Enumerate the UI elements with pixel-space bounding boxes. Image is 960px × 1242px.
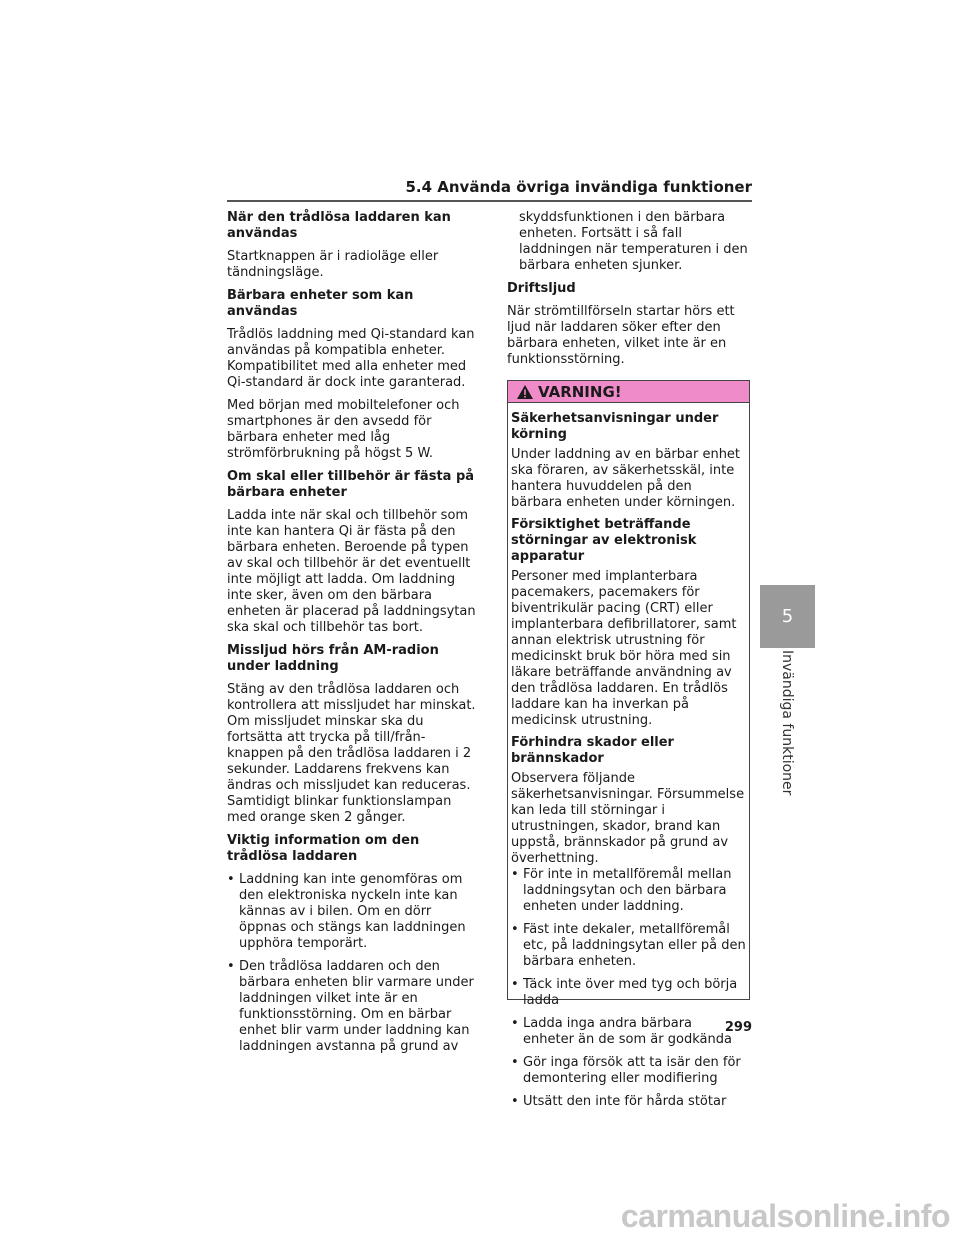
page-number: 299 xyxy=(724,1020,752,1035)
bullet: • xyxy=(511,1055,519,1070)
bullet: • xyxy=(511,1094,519,1109)
heading-prevent-damage: Förhindra skador eller brännskador xyxy=(511,735,674,766)
heading-interference: Försiktighet beträffande störningar av elektronisk apparatur xyxy=(511,517,697,564)
heading-when-usable: När den trådlösa laddaren kan användas xyxy=(227,210,451,241)
chapter-tab: 5 xyxy=(760,585,815,648)
warning-triangle-icon xyxy=(516,384,534,400)
section-header: 5.4 Använda övriga invändiga funktioner xyxy=(405,178,752,196)
warning-title: VARNING! xyxy=(538,382,622,401)
heading-important-info: Viktig information om den trådlösa laddaren xyxy=(227,833,420,864)
bullet: • xyxy=(511,922,519,937)
heading-am-noise: Missljud hörs från AM-radion under laddning xyxy=(227,643,439,674)
paragraph: Trådlös laddning med Qi-standard kan användas på kompatibla enheter. Kompatibilitet med alla enheter med Qi-standard är dock inte garanterad. xyxy=(227,327,475,390)
heading-operating-sound: Driftsljud xyxy=(507,281,576,296)
list-item xyxy=(511,1055,746,1087)
heading-devices: Bärbara enheter som kan användas xyxy=(227,288,414,319)
paragraph: Ladda inte när skal och tillbehör som inte kan hantera Qi är fästa på den bärbara enheten. Beroende på typen av skal och tillbehör är det eventuellt inte möjligt att ladda. Om laddning inte sker, även om den bärbara enheten är placerad på laddningsytan ska skal och tillbehör tas bort. xyxy=(227,508,476,635)
list-item xyxy=(511,977,746,1009)
paragraph: Med början med mobiltelefoner och smartphones är den avsedd för bärbara enheter med låg strömförbrukning på högst 5 W. xyxy=(227,398,460,461)
watermark-logo: carmanualsonline.info xyxy=(620,1198,950,1234)
list-item-text: Utsätt den inte för hårda stötar xyxy=(523,1094,727,1109)
paragraph: Personer med implanterbara pacemakers, pacemakers för biventrikulär pacing (CRT) eller implanterbara defibrillatorer, samt annan elektrisk utrustning för medicinskt bruk bör höra med sin läkare beträffande användning av den trådlösa laddaren. En trådlös laddare kan ha inverkan på medicinsk utrustning. xyxy=(511,569,737,728)
header-rule xyxy=(227,200,752,202)
warning-header xyxy=(508,381,749,403)
list-item xyxy=(511,1094,746,1110)
paragraph: Observera följande säkerhetsanvisningar. Försummelse kan leda till störningar i utrustningen, skador, brand kan uppstå, brännskador på grund av överhettning. xyxy=(511,771,745,866)
bullet: • xyxy=(511,977,519,992)
list-item-text: Ladda inga andra bärbara enheter än de som är godkända xyxy=(523,1016,732,1047)
list-item-text: Fäst inte dekaler, metallföremål etc, på laddningsytan eller på den bärbara enheten. xyxy=(523,922,746,969)
chapter-label-container xyxy=(760,650,815,815)
warning-bullet-list xyxy=(511,867,746,1110)
paragraph: När strömtillförseln startar hörs ett ljud när laddaren söker efter den bärbara enheten, vilket inte är en funktionsstörning. xyxy=(507,304,735,367)
heading-cases: Om skal eller tillbehör är fästa på bärbara enheter xyxy=(227,469,475,500)
list-item-text: Täck inte över med tyg och börja ladda xyxy=(523,977,738,1008)
paragraph: Stäng av den trådlösa laddaren och kontrollera att missljudet har minskat. Om missljudet minskar ska du fortsätta att trycka på till/från-knappen på den trådlösa laddaren i 2 sekunder. Laddarens frekvens kan ändras och missljudet kan reduceras. Samtidigt blinkar funktionslampan med orange sken 2 gånger. xyxy=(227,682,476,825)
bullet: • xyxy=(227,959,235,974)
list-item-text: För inte in metallföremål mellan laddningsytan och den bärbara enheten under laddning. xyxy=(523,867,732,914)
warning-body xyxy=(508,403,749,1110)
chapter-label: Invändiga funktioner xyxy=(779,650,795,796)
list-item xyxy=(511,922,746,970)
list-item-text: Gör inga försök att ta isär den för demontering eller modifiering xyxy=(523,1055,741,1086)
list-item xyxy=(511,867,746,915)
list-item-text: Laddning kan inte genomföras om den elektroniska nyckeln inte kan kännas av i bilen. Om en dörr öppnas och stängs kan laddningen upphöra temporärt. xyxy=(239,872,466,951)
continued-text: skyddsfunktionen i den bärbara enheten. Fortsätt i så fall laddningen när temperaturen i den bärbara enheten sjunker. xyxy=(519,210,748,273)
bullet-list xyxy=(227,872,477,1055)
bullet: • xyxy=(511,867,519,882)
left-column xyxy=(227,210,477,1062)
bullet: • xyxy=(227,872,235,887)
paragraph: Startknappen är i radioläge eller tändningsläge. xyxy=(227,249,439,280)
list-item-text: Den trådlösa laddaren och den bärbara enheten blir varmare under laddningen vilket inte är en funktionsstörning. Om en bärbar enhet blir varm under laddning kan laddningen avstanna på grund av xyxy=(239,959,474,1054)
bullet: • xyxy=(511,1016,519,1031)
paragraph: Under laddning av en bärbar enhet ska föraren, av säkerhetsskäl, inte hantera huvuddelen på den bärbara enheten under körningen. xyxy=(511,447,741,510)
list-item xyxy=(227,872,477,952)
list-item xyxy=(227,959,477,1055)
right-column xyxy=(507,210,752,375)
heading-safety-driving: Säkerhetsanvisningar under körning xyxy=(511,411,719,442)
